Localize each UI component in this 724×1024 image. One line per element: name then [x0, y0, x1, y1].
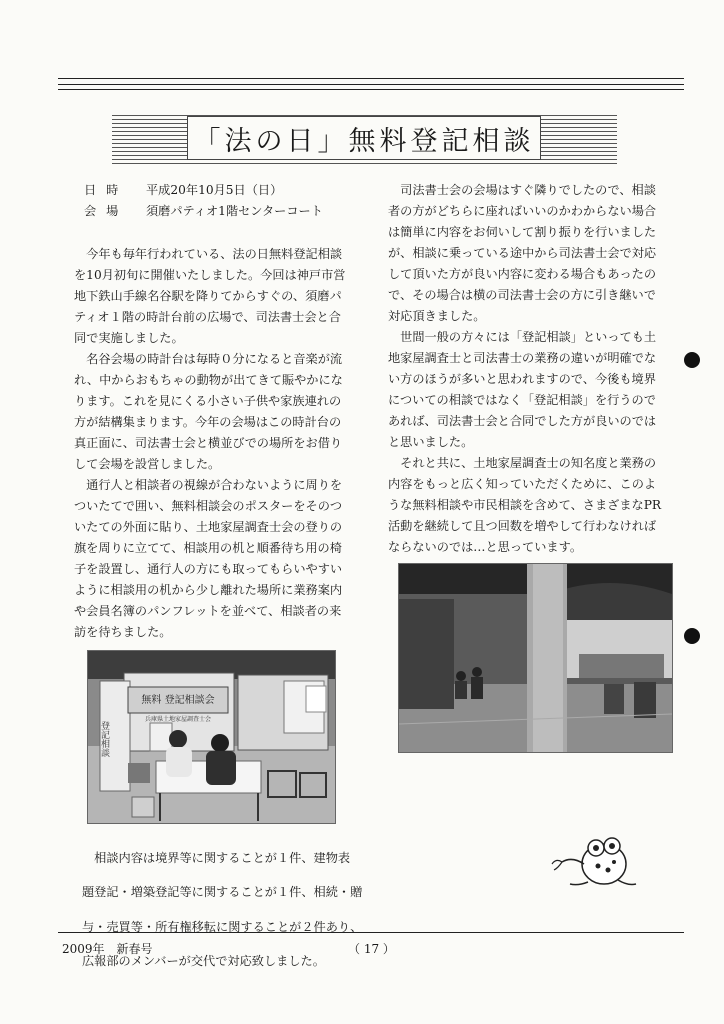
left-column-line: を10月初旬に開催いたしました。今回は神戸市営: [74, 268, 346, 282]
top-rule-3: [58, 89, 684, 90]
left-column-line: ります。これを見にくる小さい子供や家族連れの: [74, 394, 342, 408]
right-column-line: 地家屋調査士と司法書士の業務の違いが明確でな: [388, 351, 657, 365]
booth-flag-text: 登記相談: [99, 721, 109, 757]
right-column-line: い方のほうが多いと思われますので、今後も境界: [388, 372, 656, 386]
left-column-line: 方が結構集まります。今年の会場はこの時計台の: [74, 415, 342, 429]
right-column-line: あれば、司法書士会と合同でした方が良いのでは: [388, 414, 657, 428]
left-column-line: 地下鉄山手線名谷駅を降りてからすぐの、須磨パ: [74, 289, 342, 303]
left-column-line: れ、中からおもちゃの動物が出てきて賑やかにな: [74, 373, 343, 387]
left-column-line: 通行人と相談者の視線が合わないように周りを: [74, 478, 343, 492]
consultation-booth-photo-art: [88, 651, 335, 823]
info-venue-row: [74, 201, 323, 222]
left-column-line: ティオ１階の時計台前の広場で、司法書士会と合: [74, 310, 341, 324]
right-column-line: 世間一般の方々には「登記相談」といっても土: [388, 330, 657, 344]
left-column-line: 名谷会場の時計台は毎時０分になると音楽が流: [74, 352, 343, 366]
footer-rule: [58, 932, 684, 933]
booth-subbanner-text: 兵庫県土地家屋調査士会: [144, 716, 212, 723]
right-column-line: それと共に、土地家屋調査士の知名度と業務の: [388, 456, 657, 470]
right-column-line: 活動を継続して且つ回数を増やして行わなければ: [388, 519, 657, 533]
info-date-label: 日時: [84, 183, 129, 197]
left-column-line: 旗を周りに立てて、相談用の机と順番待ち用の椅: [74, 541, 342, 555]
info-venue-value: 須磨パティオ1階センターコート: [146, 204, 323, 218]
left-column-text: [74, 244, 345, 643]
binding-hole-lower: [684, 628, 700, 644]
right-column-line: 内容をもっと広く知っていただくために、このよ: [388, 477, 657, 491]
caption-line: 広報部のメンバーが交代で対応致しました。: [82, 953, 325, 968]
left-column-line: ついたてで囲い、無料相談会のポスターをそのつ: [74, 499, 343, 513]
event-info: [74, 180, 323, 222]
info-date-row: [74, 180, 323, 201]
right-column-line: 司法書士会の会場はすぐ隣りでしたので、相談: [388, 183, 656, 197]
left-column-line: 今年も毎年行われている、法の日無料登記相談: [74, 247, 343, 261]
frog-mascot-icon: [548, 834, 638, 894]
caption-line: 題登記・増築登記等に関することが１件、相続・贈: [82, 885, 363, 900]
left-column-line: いたての外面に貼り、土地家屋調査士会の登りの: [74, 520, 343, 534]
right-column-line: と思いました。: [388, 435, 474, 449]
page-title: 「法の日」無料登記相談: [187, 116, 541, 160]
left-column-line: 子を設置し、通行人の方にも取ってもらいやすい: [74, 562, 343, 576]
left-column-line: して会場を設営しました。: [74, 457, 221, 471]
left-column-line: 同で実施しました。: [74, 331, 184, 345]
right-column-line: 者の方がどちらに座ればいいのかわからない場合: [388, 204, 657, 218]
booth-banner-text: 無料 登記相談会: [141, 695, 215, 706]
right-column-text: [388, 180, 661, 558]
footer-issue: 2009年 新春号: [62, 942, 153, 956]
left-column-line: や会員名簿のパンフレットを並べて、相談者の来: [74, 604, 342, 618]
info-venue-label: 会場: [84, 204, 129, 218]
top-rule-1: [58, 78, 684, 79]
right-column-line: は簡単に内容をお伺いして割り振りを行いました: [388, 225, 657, 239]
photo-caption: [82, 835, 362, 984]
left-column-line: 訪を待ちました。: [74, 625, 172, 639]
right-column-line: して頂いた方が良い内容に変わる場合もあったの: [388, 267, 657, 281]
binding-hole-upper: [684, 352, 700, 368]
caption-line: 与・売買等・所有権移転に関することが２件あり、: [82, 919, 363, 934]
suma-patio-hall-photo-art: [399, 564, 672, 752]
right-column-line: が、相談に乗っている途中から司法書士会で対応: [388, 246, 657, 260]
right-column-line: 対応頂きました。: [388, 309, 486, 323]
right-column-line: で、その場合は横の司法書士会の方に引き継いで: [388, 288, 656, 302]
right-column-line: ならないのでは…と思っています。: [388, 540, 583, 554]
suma-patio-hall-photo: [398, 563, 673, 753]
info-date-value: 平成20年10月5日（日）: [146, 183, 283, 197]
right-column-line: うな無料相談や市民相談を含めて、さまざまなPR: [388, 498, 662, 512]
right-column-line: についての相談ではなく「登記相談」を行うので: [388, 393, 656, 407]
consultation-booth-photo: [87, 650, 336, 824]
left-column-line: 真正面に、司法書士会と横並びでの場所をお借り: [74, 436, 343, 450]
left-column-line: ように相談用の机から少し離れた場所に業務案内: [74, 583, 343, 597]
footer-page-number: （ 17 ）: [348, 942, 395, 956]
caption-line: 相談内容は境界等に関することが１件、建物表: [82, 851, 351, 866]
top-rule-2: [58, 84, 684, 85]
